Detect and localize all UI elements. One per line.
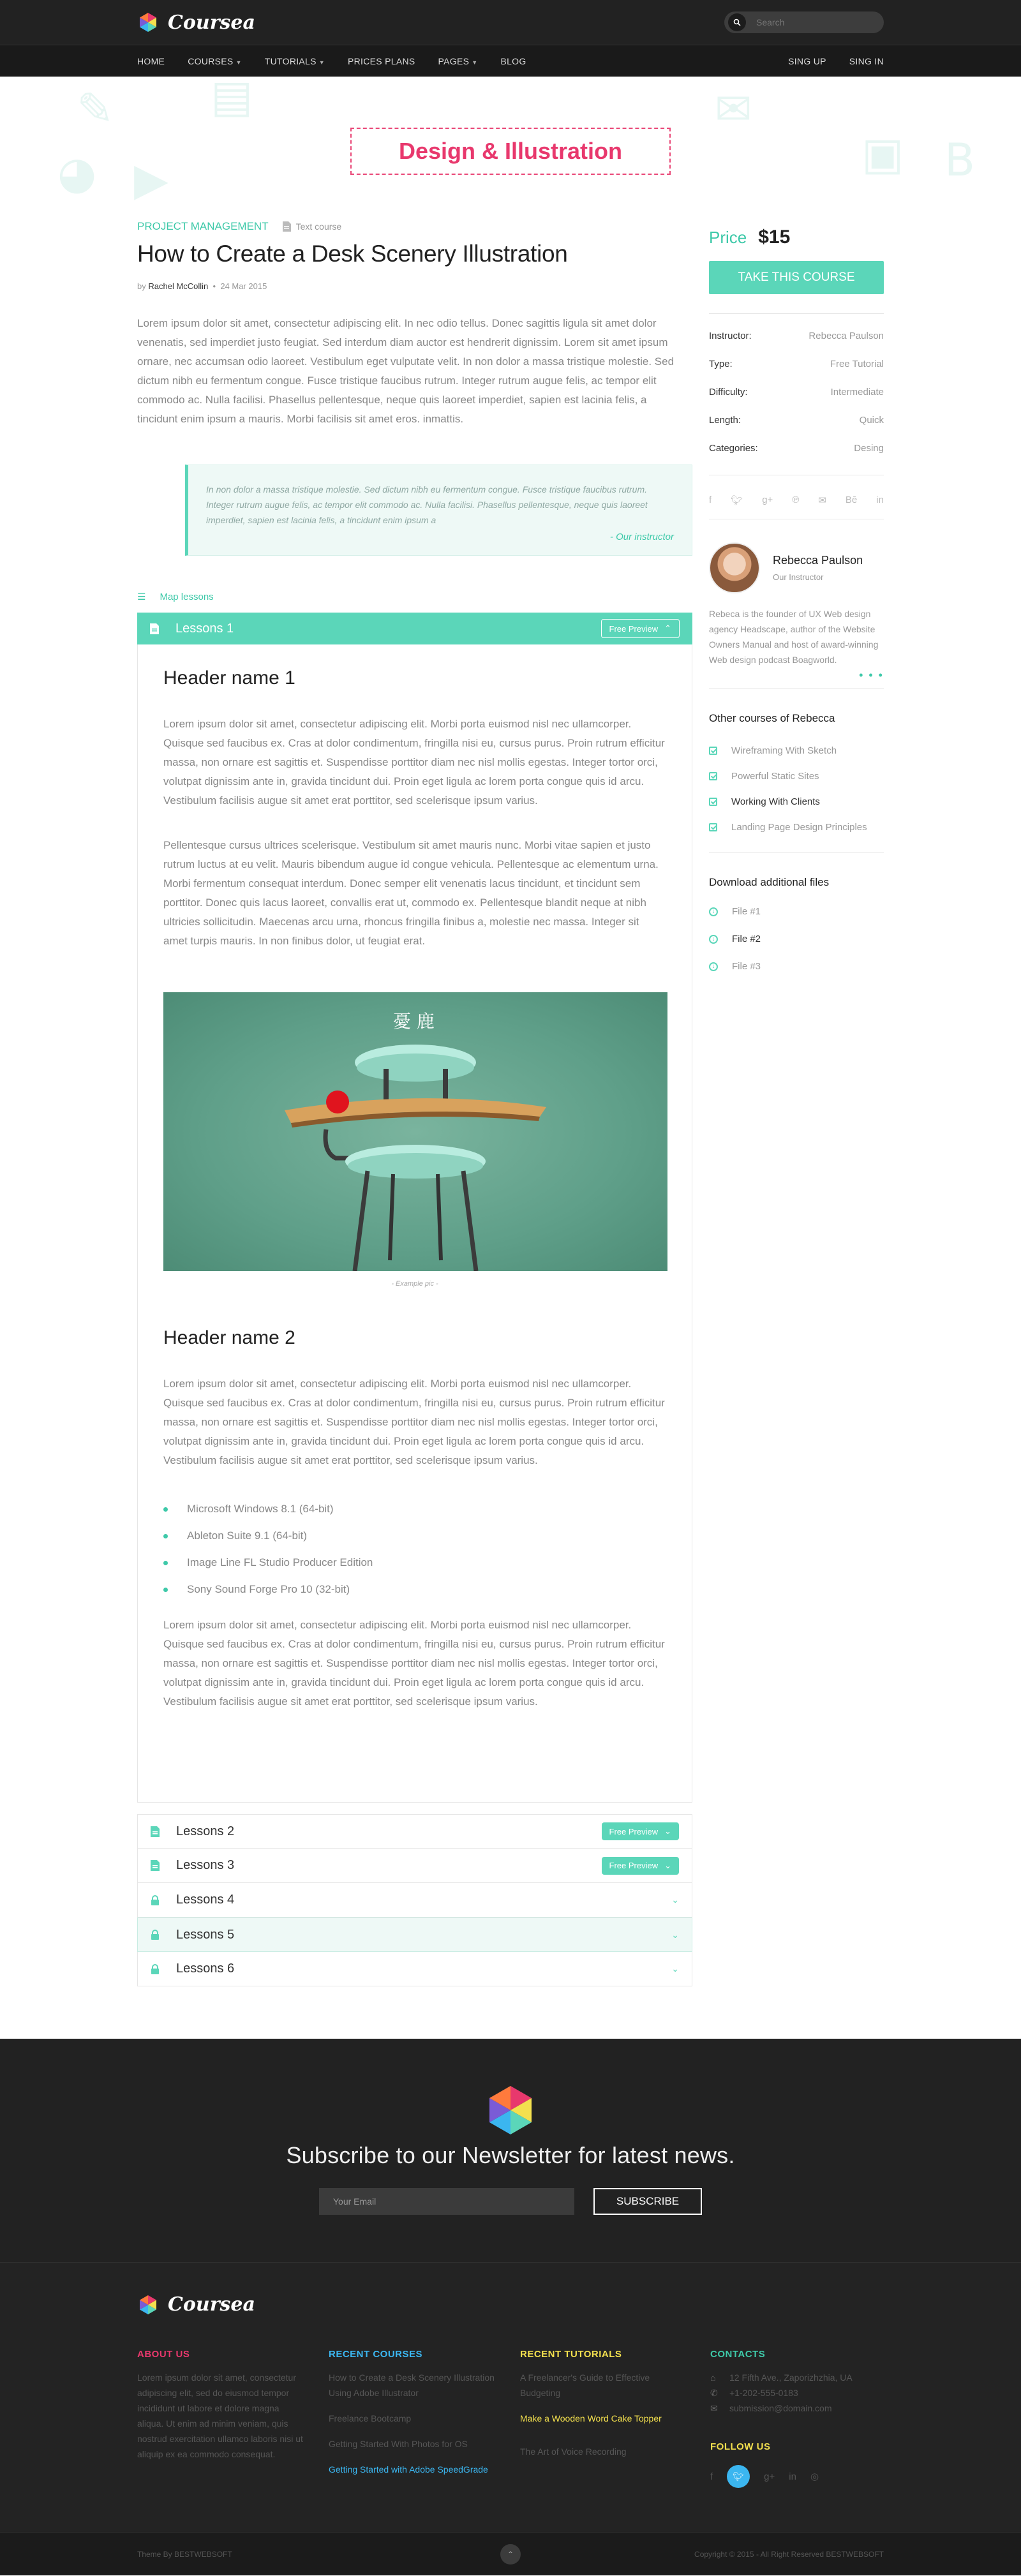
hero-banner (0, 77, 1021, 201)
footer-course-link[interactable]: How to Create a Desk Scenery Illustration Using Adobe Illustrator (329, 2372, 495, 2398)
nav-prices-label: PRICES PLANS (348, 56, 415, 66)
nav-pages-label: PAGES (438, 56, 470, 66)
document-icon (283, 221, 291, 232)
by-label: by (137, 281, 146, 291)
free-preview-label: Free Preview (609, 623, 659, 634)
chevron-down-icon: ⌄ (664, 1826, 671, 1836)
info-value: Free Tutorial (830, 358, 884, 369)
recent-tutorials-title: RECENT TUTORIALS (520, 2349, 622, 2360)
info-key: Length: (709, 414, 742, 426)
nav-sign-in[interactable]: SING IN (849, 56, 884, 66)
free-preview-button[interactable] (602, 1822, 679, 1840)
newsletter-section (0, 2039, 1021, 2262)
info-value[interactable]: Rebecca Paulson (809, 330, 884, 341)
lesson-6-label: Lessons 6 (176, 1962, 235, 1976)
decor-icon: ✉ (715, 83, 752, 135)
chevron-down-icon: ▼ (472, 59, 478, 66)
checkbox-icon (709, 823, 717, 831)
nav-prices-plans[interactable] (336, 56, 427, 66)
footer-course-link[interactable]: Getting Started With Photos for OS (329, 2439, 468, 2449)
download-icon: ↓ (709, 907, 718, 916)
info-row-length (709, 406, 884, 434)
home-icon: ⌂ (710, 2372, 716, 2383)
contact-email[interactable] (710, 2401, 884, 2416)
lesson-5-label: Lessons 5 (176, 1927, 235, 1942)
footer-recent-courses (329, 2349, 495, 2477)
contact-phone (710, 2385, 884, 2401)
other-courses-list (709, 738, 884, 840)
decor-icon: ✎ (77, 83, 114, 135)
list-icon: ☰ (137, 592, 146, 602)
footer-about (137, 2349, 303, 2462)
lesson-2-label: Lessons 2 (176, 1824, 235, 1838)
behance-icon[interactable]: Bē (845, 495, 858, 505)
chevron-down-icon: ▼ (235, 59, 242, 66)
lesson-3-label: Lessons 3 (176, 1858, 235, 1872)
copyright: Copyright © 2015 - All Right Reserved BESTWEBSOFT (694, 2550, 884, 2559)
decor-icon: ▶ (134, 153, 168, 201)
file-item[interactable] (709, 925, 884, 953)
price-label: Price (709, 227, 747, 247)
chevron-down-icon: ▼ (318, 59, 325, 66)
price-block (709, 227, 884, 248)
lock-icon (151, 1930, 160, 1940)
download-files-list (709, 898, 884, 980)
instructor-name[interactable]: Rebecca Paulson (773, 554, 863, 567)
instructor-bio: Rebeca is the founder of UX Web design agency Headscape, author of the Website Owners Manual and host of award-winning Web design podcast Boagworld. (709, 609, 879, 665)
follow-title: FOLLOW US (710, 2441, 771, 2452)
logo-text: Coursea (168, 11, 255, 34)
course-content (137, 220, 692, 1986)
map-lessons-label: Map lessons (160, 591, 214, 602)
footer-course-link[interactable]: Freelance Bootcamp (329, 2413, 412, 2423)
contact-address (710, 2370, 884, 2385)
footer-tutorial-link[interactable]: The Art of Voice Recording (520, 2446, 627, 2457)
search-input[interactable] (756, 17, 871, 27)
lesson-5-row[interactable] (137, 1917, 692, 1952)
lesson-paragraph: Lorem ipsum dolor sit amet, consectetur adipiscing elit. Morbi porta euismod nisl nec ullamcorper. Quisque sed faucibus ex. Cras at dolor condimentum, fringilla nisi eu, cursus purus. Proin rutrum efficitur massa, non ornare est sagittis et. Suspendisse porttitor diam nec nisl mollis egestas. Integer tortor orci, volutpat dignissim ante in, gravida tincidunt dui. Proin eget ligula ac lorem porta congue quis id arcu. Vestibulum facilisis augue sit amet erat porttitor, sed scelerisque ipsum varius. (163, 1378, 665, 1466)
course-intro: Lorem ipsum dolor sit amet, consectetur adipiscing elit. In nec odio tellus. Donec sagittis ligula sit amet dolor venenatis, sed imperdiet justo feugiat. Sed interdum diam auctor est hendrerit dignissim. Lorem sit amet ipsum ornare, nec accumsan odio laoreet. Vestibulum eget vulputate velit. In non dolor a massa tristique molestie. Sed dictum nibh eu fermentum congue. Fusce tristique faucibus rutrum. Integer rutrum augue felis, ac tempor elit commodo ac. Nulla facilisi. Phasellus pellentesque, neque quis laoreet imperdiet, sapien est lacinia felis, a tincidunt enim ipsum a mauris. Morbi facilisis sit amet eros. inmattis. (137, 317, 674, 425)
nav-courses-label: COURSES (188, 56, 234, 66)
course-sidebar (709, 220, 884, 1986)
facebook-icon[interactable]: f (710, 2471, 713, 2482)
instructor-quote (185, 465, 692, 556)
other-course-label: Wireframing With Sketch (731, 745, 837, 756)
nav-sign-up[interactable]: SING UP (788, 56, 826, 66)
list-item: Ableton Suite 9.1 (64-bit) (163, 1523, 666, 1549)
footer-contacts (710, 2349, 884, 2488)
search-icon[interactable] (728, 13, 746, 31)
email-text: submission@domain.com (729, 2403, 832, 2413)
checkbox-icon (709, 798, 717, 806)
chevron-down-icon: ⌄ (664, 1860, 671, 1870)
list-item: Sony Sound Forge Pro 10 (32-bit) (163, 1576, 666, 1603)
map-lessons[interactable] (137, 591, 692, 602)
instructor-role: Our Instructor (773, 572, 824, 582)
document-icon (151, 1826, 160, 1837)
other-course-item[interactable] (709, 814, 884, 840)
lesson-header-1: Header name 1 (163, 667, 295, 689)
lesson-4-label: Lessons 4 (176, 1893, 235, 1907)
chevron-down-icon[interactable]: ⌄ (671, 1963, 679, 1974)
page-category-title: Design & Illustration (350, 128, 671, 175)
avatar[interactable] (709, 542, 760, 593)
course-meta (137, 281, 692, 291)
quote-text: In non dolor a massa tristique molestie. Sed dictum nibh eu fermentum congue. Fusce tristique faucibus rutrum. Integer rutrum augue felis, ac tempor elit commodo ac. Nulla facilisi. Phasellus pellentesque, neque quis laoreet imperdiet, sapien est lacinia felis, a tincidunt enim ipsum a (206, 484, 648, 525)
email-icon[interactable]: ✉ (818, 495, 826, 506)
take-course-button[interactable]: TAKE THIS COURSE (709, 261, 884, 294)
decor-icon: B (944, 134, 976, 186)
footer (0, 2262, 1021, 2532)
example-picture (163, 992, 667, 1271)
footer-logo-text: Coursea (168, 2293, 255, 2316)
lesson-header-2: Header name 2 (163, 1327, 295, 1348)
price-value: $15 (758, 227, 791, 248)
download-icon: ↓ (709, 935, 718, 944)
lesson-6-row[interactable] (137, 1952, 692, 1986)
other-course-label: Powerful Static Sites (731, 770, 819, 782)
twitter-icon[interactable]: 🐦︎ (731, 495, 743, 506)
bottom-bar (0, 2532, 1021, 2575)
download-files-title: Download additional files (709, 876, 830, 888)
picture-calligraphy: 憂 鹿 (393, 1011, 435, 1032)
more-button[interactable]: • • • (859, 669, 884, 681)
file-label: File #2 (732, 934, 761, 944)
info-key: Type: (709, 358, 733, 369)
lesson-paragraph: Pellentesque cursus ultrices scelerisque. Vestibulum sit amet mauris nunc. Morbi vitae sapien et justo rutrum luctus at eu velit. Mauris bibendum augue id congue vehicula. Pellentesque ac elementum urna. Morbi fermentum consequat interdum. Donec semper elit venenatis lacus tincidunt, et tincidunt sem porttitor. Donec quis lacus laoreet, convallis erat ut, commodo ex. Pellentesque blandit neque at nibh ultricies sollicitudin. Maecenas arcu urna, rhoncus fringilla finibus a, molestie nec massa. Integer sit amet turpis mauris. In non finibus dolor, ut feugiat erat. (163, 839, 659, 947)
info-row-type (709, 350, 884, 378)
recent-courses-title: RECENT COURSES (329, 2349, 423, 2360)
address-text: 12 Fifth Ave., Zaporizhzhia, UA (729, 2372, 853, 2383)
top-bar (0, 0, 1021, 45)
decor-icon: ▤ (211, 77, 253, 123)
logo-hexagon-icon (137, 11, 159, 33)
info-row-difficulty (709, 378, 884, 406)
nav-blog-label: BLOG (500, 56, 526, 66)
info-value[interactable]: Desing (854, 442, 884, 454)
info-row-categories (709, 434, 884, 462)
email-icon: ✉ (710, 2402, 718, 2413)
meta-separator: • (210, 281, 218, 291)
newsletter-title: Subscribe to our Newsletter for latest news. (286, 2142, 735, 2168)
twitter-icon[interactable]: 🐦︎ (727, 2465, 750, 2488)
lesson-1-label: Lessons 1 (175, 621, 234, 636)
free-preview-button[interactable] (602, 1857, 679, 1875)
desk-illustration (163, 992, 667, 1271)
quote-author: - Our instructor (609, 532, 674, 542)
google-plus-icon[interactable]: g+ (762, 495, 773, 505)
lock-icon (151, 1964, 160, 1974)
decor-icon: ▣ (861, 128, 904, 180)
instructor-card (709, 542, 884, 593)
free-preview-label: Free Preview (609, 1826, 659, 1836)
lesson-paragraph: Lorem ipsum dolor sit amet, consectetur adipiscing elit. Morbi porta euismod nisl nec ullamcorper. Quisque sed faucibus ex. Cras at dolor condimentum, fringilla nisi eu, cursus purus. Proin rutrum efficitur massa, non ornare est sagittis et. Suspendisse porttitor diam nec nisl mollis egestas. Integer tortor orci, volutpat dignissim ante in, gravida tincidunt dui. Proin eget ligula ac lorem porta congue quis id arcu. Vestibulum facilisis augue sit amet erat porttitor, sed scelerisque ipsum varius. (163, 1619, 665, 1708)
contacts-title: CONTACTS (710, 2349, 766, 2360)
other-courses-title: Other courses of Rebecca (709, 712, 835, 724)
footer-recent-tutorials (520, 2349, 686, 2459)
newsletter-email-input[interactable]: Your Email (319, 2188, 574, 2215)
back-to-top-icon[interactable]: ⌃ (500, 2544, 521, 2565)
logo-hexagon-icon (487, 2085, 534, 2136)
footer-tutorial-link[interactable]: Make a Wooden Word Cake Topper (520, 2413, 662, 2423)
lesson-4-row[interactable] (137, 1883, 692, 1917)
list-item: Image Line FL Studio Producer Edition (163, 1549, 666, 1576)
chevron-down-icon[interactable]: ⌄ (671, 1895, 679, 1905)
software-list (163, 1496, 666, 1603)
about-title: ABOUT US (137, 2349, 190, 2360)
footer-tutorial-link[interactable]: A Freelancer's Guide to Effective Budgeting (520, 2372, 650, 2398)
info-value: Quick (859, 414, 884, 426)
file-item[interactable] (709, 898, 884, 925)
picture-caption: - Example pic - (391, 1280, 438, 1288)
nav-home[interactable] (137, 56, 176, 66)
document-icon (151, 1860, 160, 1871)
linkedin-icon[interactable]: in (876, 495, 884, 505)
download-icon: ↓ (709, 962, 718, 971)
logo[interactable] (137, 11, 255, 34)
share-icons (709, 495, 884, 506)
file-item[interactable] (709, 953, 884, 980)
logo-hexagon-icon (137, 2294, 159, 2316)
other-course-item[interactable] (709, 789, 884, 814)
lesson-3-row[interactable] (137, 1849, 692, 1883)
free-preview-button[interactable] (601, 619, 680, 638)
other-course-label: Landing Page Design Principles (731, 821, 867, 833)
lesson-2-row[interactable] (137, 1814, 692, 1849)
info-key: Difficulty: (709, 386, 748, 398)
other-course-item[interactable] (709, 738, 884, 763)
nav-home-label: HOME (137, 56, 165, 66)
nav-blog[interactable] (489, 56, 537, 66)
course-date: 24 Mar 2015 (220, 281, 267, 291)
lesson-1-header[interactable] (137, 613, 692, 644)
divider (709, 852, 884, 853)
footer-course-link[interactable]: Getting Started with Adobe SpeedGrade (329, 2464, 488, 2475)
footer-logo[interactable] (137, 2293, 255, 2316)
lesson-1-body (137, 644, 692, 1803)
decor-icon: ◕ (57, 147, 97, 199)
document-icon (150, 623, 159, 634)
divider (709, 313, 884, 314)
checkbox-icon (709, 747, 717, 755)
course-type (283, 221, 342, 232)
list-item: Microsoft Windows 8.1 (64-bit) (163, 1496, 666, 1523)
course-type-label: Text course (295, 221, 342, 232)
course-author-link[interactable]: Rachel McCollin (148, 281, 209, 291)
lesson-paragraph: Lorem ipsum dolor sit amet, consectetur adipiscing elit. Morbi porta euismod nisl nec ullamcorper. Quisque sed faucibus ex. Cras at dolor condimentum, fringilla nisi eu, cursus purus. Proin rutrum efficitur massa, non ornare est sagittis et. Suspendisse porttitor diam nec nisl mollis egestas. Integer tortor orci, volutpat dignissim ante in, gravida tincidunt dui. Proin eget ligula ac lorem porta congue quis id arcu. Vestibulum facilisis augue sit amet erat porttitor, sed scelerisque ipsum varius. (163, 718, 665, 807)
about-text: Lorem ipsum dolor sit amet, consectetur adipiscing elit, sed do eiusmod tempor incididunt ut labore et dolore magna aliqua. Ut enim ad minim veniam, quis nostrud exercitation ullamco laboris nisi ut aliquip ex ea commodo consequat. (137, 2372, 303, 2459)
phone-icon: ✆ (710, 2387, 718, 2398)
file-label: File #3 (732, 961, 761, 972)
linkedin-icon[interactable]: in (789, 2471, 796, 2482)
nav-pages[interactable] (427, 56, 489, 66)
info-value: Intermediate (830, 386, 884, 398)
nav-tutorials[interactable] (253, 56, 336, 66)
dribbble-icon[interactable]: ◎ (810, 2471, 819, 2482)
free-preview-label: Free Preview (609, 1861, 659, 1870)
chevron-down-icon[interactable]: ⌄ (671, 1929, 679, 1940)
course-title: How to Create a Desk Scenery Illustration (137, 241, 568, 267)
info-key: Instructor: (709, 330, 752, 341)
facebook-icon[interactable]: f (709, 495, 712, 505)
file-label: File #1 (732, 906, 761, 917)
course-info (709, 322, 884, 462)
course-category-link[interactable]: PROJECT MANAGEMENT (137, 220, 269, 232)
chevron-up-icon: ⌃ (664, 623, 671, 633)
lock-icon (151, 1895, 160, 1905)
info-key: Categories: (709, 442, 758, 454)
other-course-label: Working With Clients (731, 796, 820, 807)
info-row-instructor (709, 322, 884, 350)
search-box[interactable] (724, 11, 884, 33)
phone-text: +1-202-555-0183 (729, 2388, 798, 2398)
footer-social (710, 2465, 884, 2488)
pinterest-icon[interactable]: ℗ (792, 495, 800, 505)
nav-tutorials-label: TUTORIALS (264, 56, 317, 66)
google-plus-icon[interactable]: g+ (764, 2471, 775, 2482)
subscribe-button[interactable]: SUBSCRIBE (593, 2188, 702, 2215)
other-course-item[interactable] (709, 763, 884, 789)
checkbox-icon (709, 772, 717, 780)
main-nav (0, 45, 1021, 77)
nav-courses[interactable] (176, 56, 253, 66)
theme-credit: Theme By BESTWEBSOFT (137, 2550, 232, 2559)
